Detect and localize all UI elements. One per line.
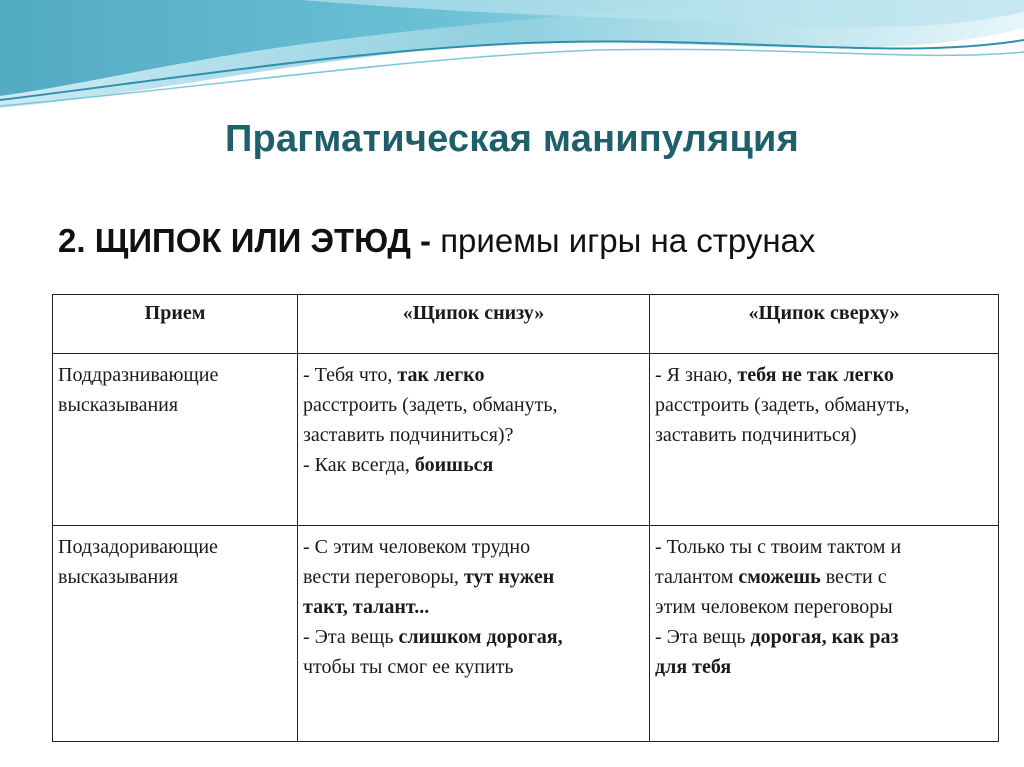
phrase-emphasis: так легко [397, 364, 485, 386]
phrase-emphasis: тебя не так легко [737, 364, 894, 386]
table-row-daring [53, 526, 999, 742]
header-pinch-from-below: «Щипок снизу» [298, 295, 650, 354]
slide-subtitle [58, 222, 815, 260]
subtitle-separator: - [410, 222, 441, 259]
phrase-emphasis: дорогая, как раз [750, 626, 899, 648]
phrase-text: - Тебя что, [303, 364, 398, 386]
phrase-emphasis: сможешь [738, 566, 821, 588]
phrase-line [655, 652, 993, 682]
cell-teasing-from-above [650, 354, 999, 526]
phrase-line: - С этим человеком трудно [303, 536, 531, 558]
cell-teasing-from-below [298, 354, 650, 526]
table-header-row [53, 295, 999, 354]
slide-title: Прагматическая манипуляция [225, 118, 799, 160]
phrase-emphasis: такт, талант... [303, 596, 430, 618]
phrase-line [655, 622, 993, 652]
phrase-line: заставить подчиниться) [655, 424, 857, 446]
phrase-emphasis: слишком дорогая, [398, 626, 563, 648]
cell-technique-daring [53, 526, 298, 742]
phrase-line [655, 562, 993, 592]
phrase-emphasis: для тебя [655, 656, 732, 678]
technique-line: высказывания [58, 394, 179, 416]
subtitle-description: приемы игры на струнах [440, 222, 816, 259]
phrase-line [655, 360, 993, 390]
phrase-text: талантом [655, 566, 739, 588]
phrase-line [303, 562, 644, 592]
pinch-techniques-table [52, 294, 999, 742]
phrase-text: вести переговоры, [303, 566, 464, 588]
phrase-line [303, 360, 644, 390]
header-technique: Прием [53, 295, 298, 354]
phrase-emphasis: тут нужен [463, 566, 555, 588]
wave-header-decoration [0, 0, 1024, 115]
phrase-line [303, 592, 644, 622]
cell-daring-from-above [650, 526, 999, 742]
phrase-text: - Как всегда, [303, 454, 415, 476]
cell-daring-from-below [298, 526, 650, 742]
phrase-text: - Я знаю, [655, 364, 738, 386]
phrase-line [303, 450, 644, 480]
header-pinch-from-above: «Щипок сверху» [650, 295, 999, 354]
phrase-line: заставить подчиниться)? [303, 424, 514, 446]
phrase-line: расстроить (задеть, обмануть, [655, 394, 910, 416]
phrase-line: расстроить (задеть, обмануть, [303, 394, 558, 416]
phrase-emphasis: боишься [414, 454, 494, 476]
technique-line: высказывания [58, 566, 179, 588]
phrase-line: этим человеком переговоры [655, 596, 893, 618]
phrase-line: - Только ты с твоим тактом и [655, 536, 902, 558]
technique-line: Поддразнивающие [58, 364, 219, 386]
phrase-text: - Эта вещь [303, 626, 399, 648]
technique-line: Подзадоривающие [58, 536, 218, 558]
phrase-text: - Эта вещь [655, 626, 751, 648]
subtitle-label: 2. ЩИПОК ИЛИ ЭТЮД [58, 222, 411, 259]
phrase-line: чтобы ты смог ее купить [303, 656, 514, 678]
table-row-teasing [53, 354, 999, 526]
cell-technique-teasing [53, 354, 298, 526]
phrase-line [303, 622, 644, 652]
phrase-text: вести с [820, 566, 887, 588]
